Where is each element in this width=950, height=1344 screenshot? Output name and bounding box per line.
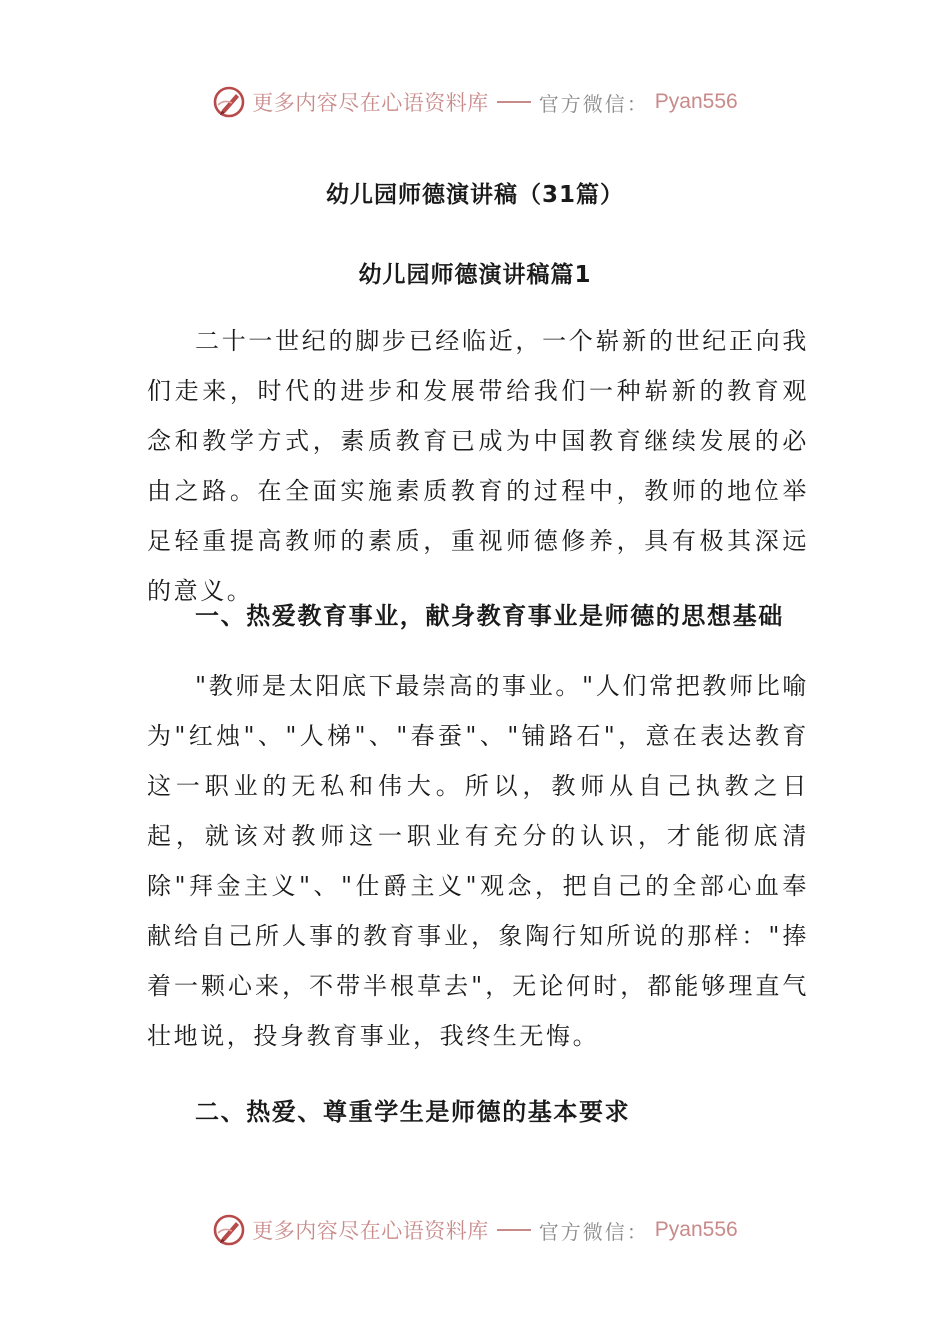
banner-dash (497, 101, 531, 103)
paragraph-section-1: "教师是太阳底下最崇高的事业。"人们常把教师比喻为"红烛"、"人梯"、"春蚕"、"铺路石"，意在表达教育这一职业的无私和伟大。所以，教师从自己执教之日起，就该对教师这一职业有充分的认识，才能彻底清除"拜金主义"、"仕爵主义"观念，把自己的全部心血奉献给自己所人事的教育事业，象陶行知所说的那样："捧着一颗心来，不带半根草去"，无论何时，都能够理直气壮地说，投身教育事业，我终生无悔。 (147, 672, 809, 1050)
section-heading-1: 一、热爱教育事业，献身教育事业是师德的思想基础 (195, 602, 784, 630)
document-title: 幼儿园师德演讲稿（31篇） (325, 182, 624, 208)
banner-official-label: 官方微信： (538, 1219, 649, 1244)
pen-logo-icon (212, 1213, 246, 1247)
header-banner (0, 82, 950, 122)
banner-brand-text: 更多内容尽在心语资料库 (252, 1219, 489, 1243)
pen-logo-icon (212, 85, 246, 119)
banner-wechat-id: Pyan556 (654, 1218, 738, 1241)
section-heading-2: 二、热爱、尊重学生是师德的基本要求 (195, 1098, 631, 1126)
footer-banner (0, 1210, 950, 1250)
banner-wechat-id: Pyan556 (654, 90, 738, 113)
chapter-title: 幼儿园师德演讲稿篇1 (358, 262, 592, 288)
banner-brand-text: 更多内容尽在心语资料库 (252, 91, 489, 115)
banner-dash (497, 1229, 531, 1231)
paragraph-intro: 二十一世纪的脚步已经临近，一个崭新的世纪正向我们走来，时代的进步和发展带给我们一种崭新的教育观念和教学方式，素质教育已成为中国教育继续发展的必由之路。在全面实施素质教育的过程中，教师的地位举足轻重提高教师的素质，重视师德修养，具有极其深远的意义。 (147, 327, 809, 605)
banner-official-label: 官方微信： (538, 91, 649, 116)
